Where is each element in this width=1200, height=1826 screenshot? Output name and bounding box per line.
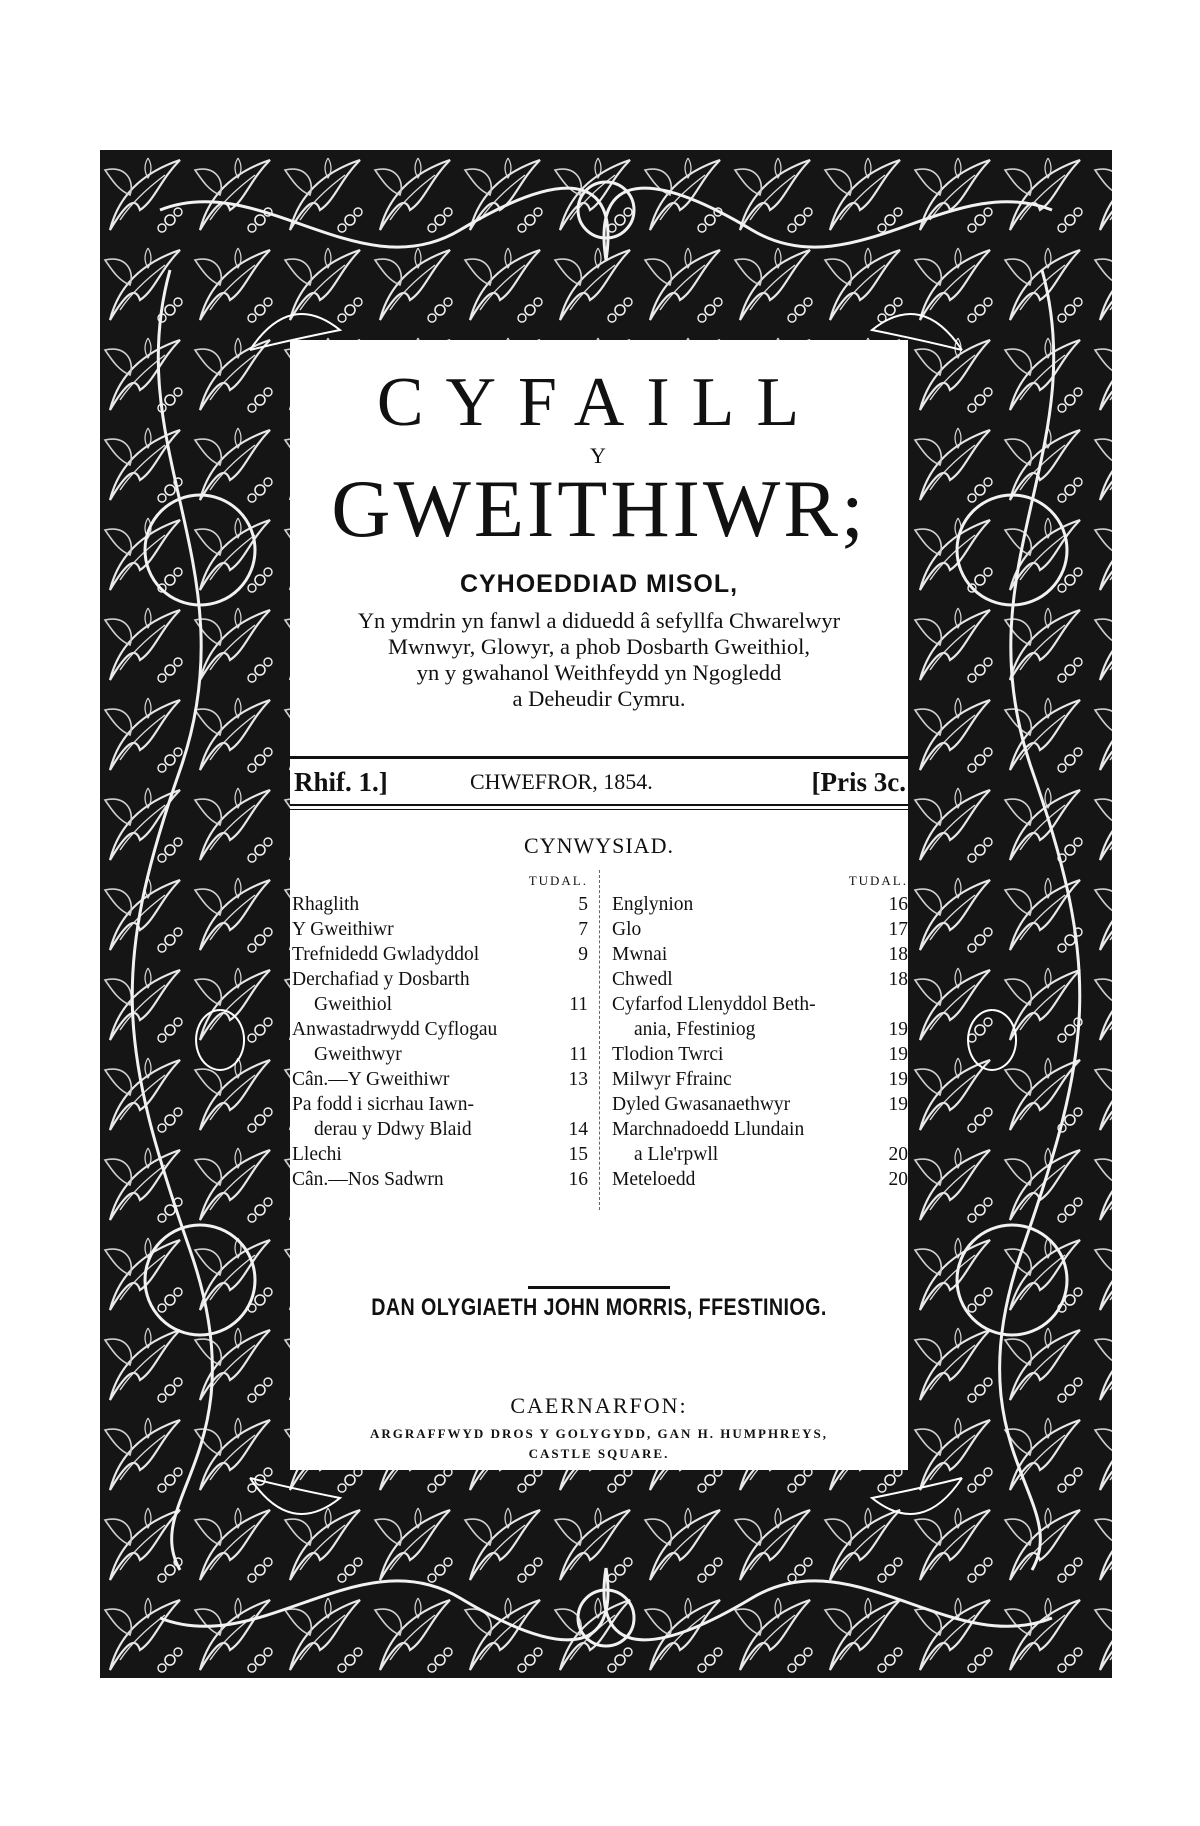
publication-description (290, 608, 908, 712)
contents-entry-page: 19 (888, 1069, 908, 1090)
divider-rule (290, 809, 908, 810)
contents-entry-title: Y Gweithiwr (292, 919, 394, 940)
contents-entry-page: 18 (888, 969, 908, 990)
issue-price: [Pris 3c. (811, 767, 906, 797)
divider-rule (290, 804, 908, 806)
issue-number: Rhif. 1.] (294, 767, 388, 797)
contents-entry-page: 19 (888, 1044, 908, 1065)
contents-entry-page: 18 (888, 944, 908, 965)
contents-entry-page: 15 (568, 1144, 588, 1165)
contents-entry (612, 992, 908, 1042)
contents-entry-title: Llechi (292, 1144, 342, 1165)
imprint-printer: ARGRAFFWYD DROS Y GOLYGYDD, GAN H. HUMPHREYS, (370, 1426, 828, 1441)
page-column-heading: TUDAL. (528, 873, 588, 888)
contents-entry (292, 1067, 588, 1092)
contents-entry-title: Marchnadoedd Llundain (612, 1119, 805, 1140)
contents-entry-page: 20 (888, 1144, 908, 1165)
contents-entry (612, 1117, 908, 1167)
contents-entry (612, 942, 908, 967)
description-line: yn y gwahanol Weithfeydd yn Ngogledd (416, 660, 782, 685)
contents-entry (612, 917, 908, 942)
contents-entry-title-continued: Gweithwyr (314, 1044, 402, 1065)
contents-entry-title: Anwastadrwydd Cyflogau (292, 1019, 498, 1040)
contents-entry (612, 1092, 908, 1117)
contents-entry-page: 20 (888, 1169, 908, 1190)
contents-entry-page: 13 (568, 1069, 588, 1090)
contents-entry-page: 11 (569, 994, 588, 1015)
contents-entry-page: 16 (888, 894, 908, 915)
contents-entry-page: 19 (888, 1094, 908, 1115)
contents-entry-title-continued: Gweithiol (314, 994, 392, 1015)
contents-entry-page: 16 (568, 1169, 588, 1190)
contents-left-column (292, 870, 588, 1192)
description-line: a Deheudir Cymru. (512, 686, 686, 711)
issue-line (294, 762, 906, 802)
contents-entry (292, 1017, 588, 1067)
contents-entry-title-continued: ania, Ffestiniog (634, 1019, 756, 1040)
contents-entry (612, 1042, 908, 1067)
contents-entry (612, 892, 908, 917)
contents-entry (292, 1142, 588, 1167)
title-page-panel (290, 340, 908, 1470)
description-line: Mwnwyr, Glowyr, a phob Dosbarth Gweithiol, (388, 634, 810, 659)
contents-entry-page: 19 (888, 1019, 908, 1040)
contents-entry-title: Milwyr Ffrainc (612, 1069, 732, 1090)
contents-entry-page: 17 (888, 919, 908, 940)
masthead-title-line2: GWEITHIWR; (331, 463, 867, 554)
contents-entry-title: Rhaglith (292, 894, 360, 915)
contents-entry-title: Dyled Gwasanaethwyr (612, 1094, 791, 1115)
contents-entry-title: Pa fodd i sicrhau Iawn- (292, 1094, 474, 1115)
masthead-connector: Y (590, 443, 608, 468)
contents-entry-title-continued: a Lle'rpwll (634, 1144, 719, 1165)
editor-rule (528, 1286, 670, 1289)
issue-date: CHWEFROR, 1854. (470, 769, 653, 794)
contents-entry-page: 11 (569, 1044, 588, 1065)
contents-entry (612, 967, 908, 992)
contents-entry (292, 967, 588, 1017)
contents-entry (292, 942, 588, 967)
masthead-title-line1: CYFAILL (376, 364, 822, 441)
contents-heading: CYNWYSIAD. (524, 833, 674, 858)
contents-entry-title: Tlodion Twrci (612, 1044, 724, 1065)
contents-entry-title: Meteloedd (612, 1169, 696, 1190)
contents-entry-title: Mwnai (612, 944, 668, 965)
contents-entry (292, 1092, 588, 1142)
column-separator (599, 870, 600, 1210)
contents-entry-title: Cân.—Y Gweithiwr (292, 1069, 450, 1090)
editor-credit: DAN OLYGIAETH JOHN MORRIS, FFESTINIOG. (371, 1294, 827, 1321)
contents-entry-title: Trefnidedd Gwladyddol (292, 944, 480, 965)
contents-entry-page: 5 (578, 894, 588, 915)
imprint-place: CAERNARFON: (510, 1393, 688, 1418)
publication-subtitle: CYHOEDDIAD MISOL, (459, 570, 739, 598)
contents-entry-title-continued: derau y Ddwy Blaid (314, 1119, 472, 1140)
contents-entry-title: Chwedl (612, 969, 673, 990)
imprint-address: CASTLE SQUARE. (528, 1446, 670, 1461)
contents-entry (612, 1167, 908, 1192)
contents-right-column (612, 870, 908, 1192)
contents-entry (292, 917, 588, 942)
contents-entry-title: Englynion (612, 894, 694, 915)
contents-entry-title: Cyfarfod Llenyddol Beth- (612, 994, 816, 1015)
page-column-heading: TUDAL. (848, 873, 908, 888)
contents-entry-page: 9 (578, 944, 588, 965)
contents-entry (612, 1067, 908, 1092)
contents-entry-page: 7 (578, 919, 588, 940)
divider-rule (290, 756, 908, 759)
contents-entry-title: Cân.—Nos Sadwrn (292, 1169, 444, 1190)
contents-entry-title: Glo (612, 919, 642, 940)
contents-entry (292, 1167, 588, 1192)
contents-entry (292, 892, 588, 917)
contents-entry-title: Derchafiad y Dosbarth (292, 969, 470, 990)
description-line: Yn ymdrin yn fanwl a diduedd â sefyllfa Chwarelwyr (357, 608, 841, 633)
contents-entry-page: 14 (568, 1119, 588, 1140)
